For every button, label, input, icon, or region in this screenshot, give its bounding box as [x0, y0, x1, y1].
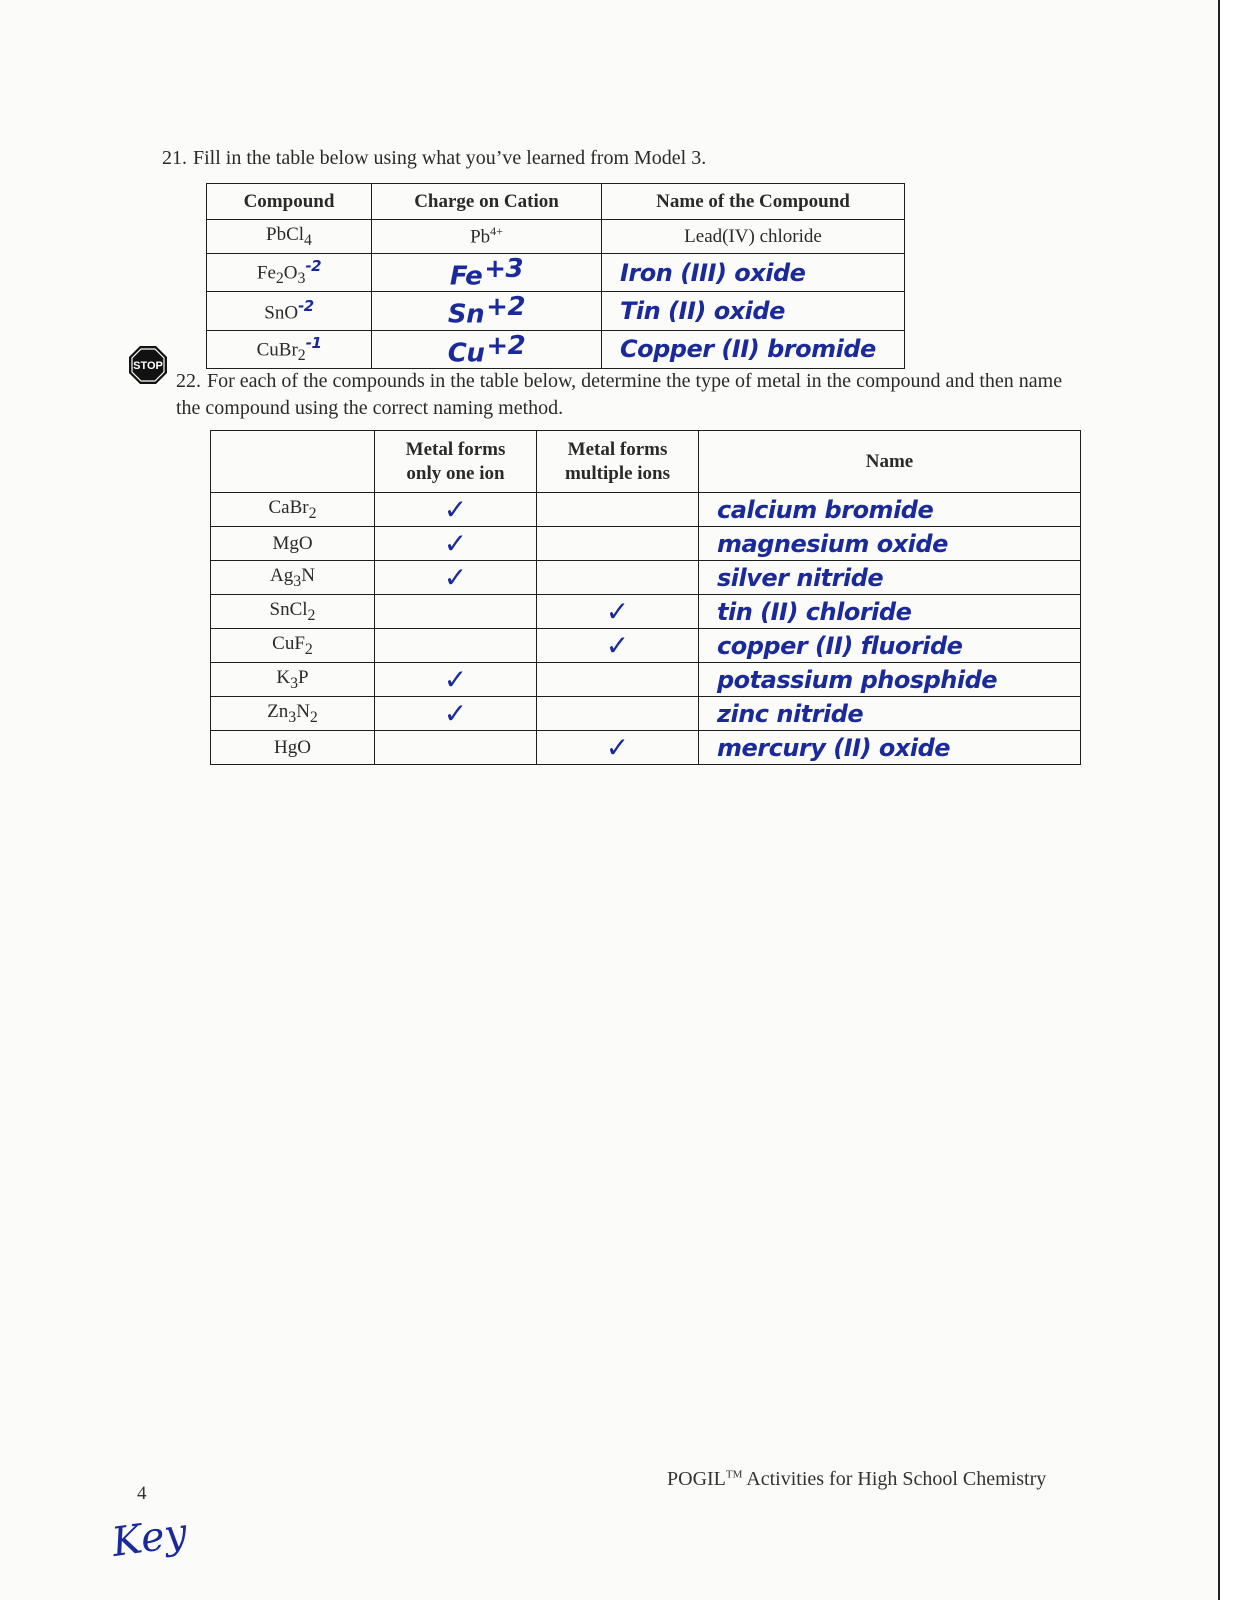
question-21-number: 21. — [162, 147, 187, 169]
question-22-text: For each of the compounds in the table below, determine the type of metal in the compound and then name the compound using the correct naming method. — [176, 370, 1063, 419]
table-row — [211, 493, 1081, 527]
cation-superscript: 4+ — [490, 224, 503, 239]
table-row — [211, 697, 1081, 731]
checkmark-icon: ✓ — [443, 697, 468, 730]
handwritten-anion-charge: -1 — [305, 333, 322, 352]
handwritten-name: tin (II) chloride — [717, 597, 912, 626]
question-21-text: Fill in the table below using what you’ve learned from Model 3. — [193, 147, 707, 169]
compound-name: Lead(IV) chloride — [684, 225, 822, 247]
table-21 — [206, 183, 905, 369]
multiple-ions-cell — [537, 527, 699, 561]
cation-superscript: +2 — [486, 330, 526, 361]
compound-name-cell — [699, 697, 1081, 731]
one-ion-cell — [375, 697, 537, 731]
formula-element: PbCl — [266, 223, 305, 245]
cation-charge-cell — [372, 254, 602, 292]
table-row — [211, 731, 1081, 765]
compound-name-cell — [602, 254, 905, 292]
compound-name-cell — [699, 663, 1081, 697]
formula-element-2: N — [296, 700, 310, 722]
question-22-number: 22. — [176, 370, 201, 392]
formula-element: SnO — [264, 302, 299, 324]
compound-cell — [211, 561, 375, 595]
compound-name: Copper (II) bromide — [620, 335, 876, 364]
cation-symbol: Fe — [449, 261, 483, 292]
page-edge — [1218, 0, 1234, 1600]
compound-name-cell — [699, 527, 1081, 561]
table-row — [207, 254, 905, 292]
one-ion-cell — [375, 561, 537, 595]
compound-cell — [211, 629, 375, 663]
formula-subscript: 2 — [297, 346, 306, 364]
table-row — [211, 527, 1081, 561]
compound-cell — [211, 731, 375, 765]
compound-cell — [211, 595, 375, 629]
trademark: TM — [725, 1468, 743, 1481]
compound-cell — [211, 493, 375, 527]
handwritten-anion-charge: -2 — [305, 257, 322, 276]
table-row — [207, 330, 905, 368]
stop-label: STOP — [133, 360, 163, 372]
formula-subscript: 2 — [304, 640, 313, 658]
cation-superscript: +2 — [486, 292, 526, 323]
one-ion-cell — [375, 493, 537, 527]
compound-cell — [207, 254, 372, 292]
formula-element: MgO — [272, 532, 313, 554]
compound-name-cell — [699, 493, 1081, 527]
checkmark-icon: ✓ — [443, 527, 468, 560]
handwritten-name: magnesium oxide — [717, 529, 948, 558]
header-name-of-compound: Name of the Compound — [602, 184, 905, 220]
cation-symbol: Cu — [447, 337, 485, 368]
compound-name-cell — [602, 220, 905, 254]
handwritten-anion-charge: -2 — [298, 297, 314, 316]
compound-cell — [211, 663, 375, 697]
formula-subscript: 4 — [304, 231, 312, 249]
formula-subscript: 2 — [275, 270, 284, 288]
key-annotation: Key — [109, 1509, 190, 1567]
compound-name-cell — [602, 292, 905, 330]
table-22 — [210, 430, 1081, 765]
header-metal-one-ion: Metal forms only one ion — [375, 431, 537, 493]
handwritten-name: copper (II) fluoride — [717, 631, 963, 660]
one-ion-cell — [375, 663, 537, 697]
one-ion-cell — [375, 629, 537, 663]
header-charge-on-cation: Charge on Cation — [372, 184, 602, 220]
compound-cell — [211, 527, 375, 561]
compound-cell — [207, 220, 372, 254]
formula-subscript-2: 2 — [309, 708, 318, 726]
header-blank — [211, 431, 375, 493]
formula-subscript: 3 — [293, 572, 302, 590]
handwritten-name: zinc nitride — [717, 699, 864, 728]
checkmark-icon: ✓ — [443, 493, 468, 526]
multiple-ions-cell — [537, 697, 699, 731]
header-name: Name — [699, 431, 1081, 493]
table-row — [211, 561, 1081, 595]
formula-subscript: 2 — [308, 504, 317, 522]
header-metal-multiple-ions: Metal forms multiple ions — [537, 431, 699, 493]
multiple-ions-cell — [537, 595, 699, 629]
formula-element: Zn — [267, 700, 289, 722]
compound-name-cell — [699, 629, 1081, 663]
one-ion-cell — [375, 527, 537, 561]
formula-subscript: 2 — [307, 606, 316, 624]
handwritten-name: calcium bromide — [717, 495, 934, 524]
checkmark-icon: ✓ — [443, 663, 468, 696]
cation-symbol: Sn — [447, 299, 485, 330]
multiple-ions-cell — [537, 493, 699, 527]
cation-charge-cell — [372, 292, 602, 330]
question-21 — [162, 145, 706, 172]
formula-element: CuBr — [256, 339, 298, 361]
compound-name: Tin (II) oxide — [620, 296, 785, 325]
cation-charge-cell — [372, 220, 602, 254]
table-row — [211, 663, 1081, 697]
table-row — [207, 292, 905, 330]
compound-name: Iron (III) oxide — [620, 258, 806, 287]
footer-title-rest: Activities for High School Chemistry — [742, 1468, 1047, 1490]
handwritten-name: mercury (II) oxide — [717, 733, 951, 762]
multiple-ions-cell — [537, 561, 699, 595]
checkmark-icon: ✓ — [443, 561, 468, 594]
multiple-ions-cell — [537, 663, 699, 697]
one-ion-cell — [375, 731, 537, 765]
one-ion-cell — [375, 595, 537, 629]
formula-subscript: 3 — [290, 674, 299, 692]
cation-charge-cell — [372, 330, 602, 368]
formula-element: SnCl — [269, 598, 308, 620]
footer-title — [667, 1468, 1046, 1491]
compound-cell — [207, 330, 372, 368]
checkmark-icon: ✓ — [605, 595, 630, 628]
multiple-ions-cell — [537, 731, 699, 765]
formula-element: CuF — [272, 632, 305, 654]
formula-element: HgO — [274, 736, 311, 758]
formula-element: Ag — [270, 564, 294, 586]
compound-name-cell — [602, 330, 905, 368]
formula-element-2: P — [298, 666, 309, 688]
compound-name-cell — [699, 731, 1081, 765]
stop-sign-icon — [128, 345, 168, 385]
formula-element: CaBr — [268, 496, 309, 518]
handwritten-name: potassium phosphide — [717, 665, 998, 694]
formula-element-2: N — [301, 564, 315, 586]
table-row — [211, 629, 1081, 663]
footer-title-brand: POGIL — [667, 1468, 726, 1490]
compound-cell — [207, 292, 372, 330]
table-row — [207, 220, 905, 254]
handwritten-name: silver nitride — [717, 563, 884, 592]
formula-element: K — [276, 666, 291, 688]
compound-name-cell — [699, 561, 1081, 595]
page-number: 4 — [137, 1483, 147, 1504]
cation-symbol: Pb — [470, 226, 491, 248]
formula-subscript-2: 3 — [297, 270, 306, 288]
table-row — [211, 595, 1081, 629]
formula-subscript: 3 — [288, 708, 297, 726]
compound-cell — [211, 697, 375, 731]
formula-element: Fe — [256, 262, 276, 284]
multiple-ions-cell — [537, 629, 699, 663]
formula-element-2: O — [283, 262, 298, 284]
header-compound: Compound — [207, 184, 372, 220]
question-22 — [176, 368, 1076, 422]
checkmark-icon: ✓ — [605, 731, 630, 764]
checkmark-icon: ✓ — [605, 629, 630, 662]
cation-superscript: +3 — [484, 254, 524, 284]
compound-name-cell — [699, 595, 1081, 629]
